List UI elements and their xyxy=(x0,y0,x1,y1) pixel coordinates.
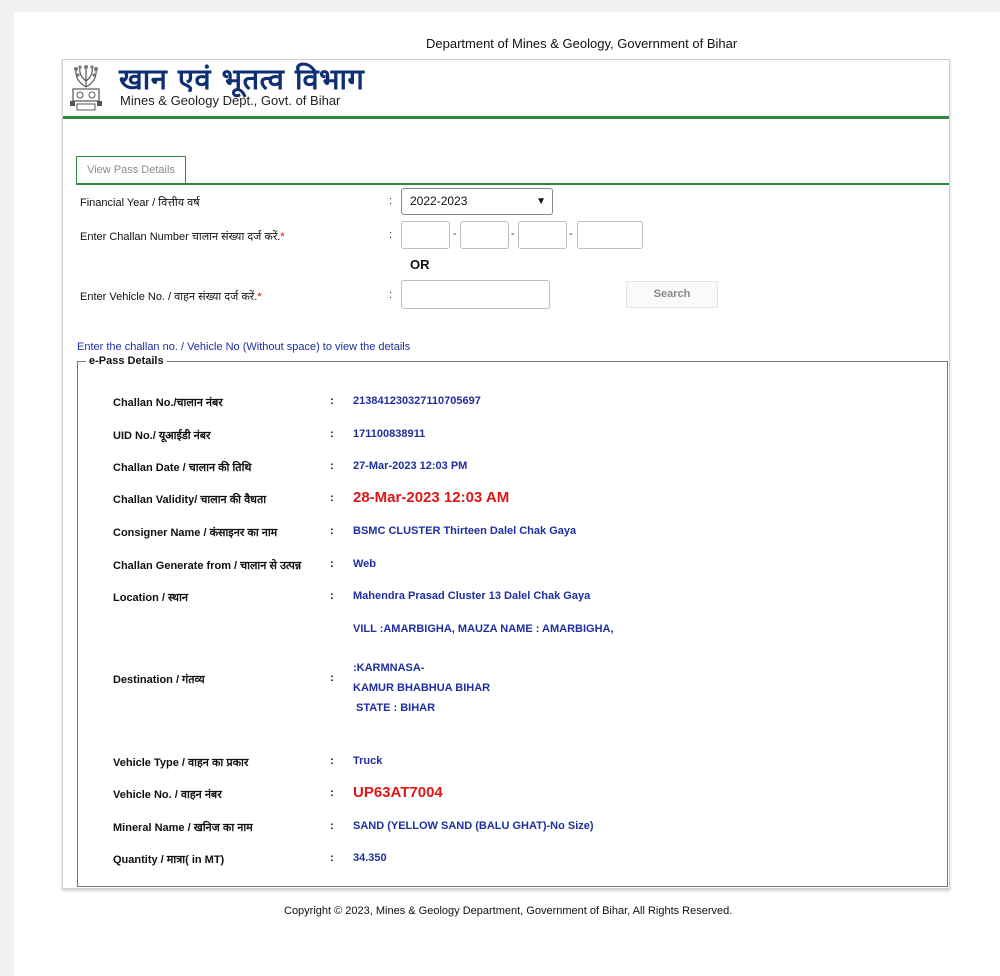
challan-dash-1: - xyxy=(453,228,457,240)
page xyxy=(14,12,1000,976)
challan-number-label-text: Enter Challan Number चालान संख्या दर्ज करें. xyxy=(80,231,281,243)
generate-from-label: Challan Generate from / चालान से उत्पन्न xyxy=(113,560,302,572)
consigner-label: Consigner Name / कंसाइनर का नाम xyxy=(113,527,278,539)
required-mark: * xyxy=(280,231,285,243)
quantity-value: 34.350 xyxy=(353,852,387,864)
mineral-value: SAND (YELLOW SAND (BALU GHAT)-No Size) xyxy=(353,820,594,832)
vehicle-no-label: Vehicle No. / वाहन नंबर xyxy=(113,789,222,801)
financial-year-colon: : xyxy=(389,195,393,207)
header-divider xyxy=(63,116,949,119)
main-card xyxy=(62,59,950,889)
site-header xyxy=(63,60,949,116)
bihar-emblem-icon xyxy=(69,63,103,113)
challan-dash-3: - xyxy=(569,228,573,240)
challan-input-4[interactable] xyxy=(577,221,643,249)
challan-date-colon: : xyxy=(330,460,334,472)
challan-date-label: Challan Date / चालान की तिथि xyxy=(113,462,252,474)
destination-line-3: KAMUR BHABHUA BIHAR xyxy=(353,682,491,694)
epass-details-legend: e-Pass Details xyxy=(89,355,164,367)
destination-line-4: STATE : BIHAR xyxy=(356,702,436,714)
challan-input-2[interactable] xyxy=(460,221,509,249)
vehicle-no-value: UP63AT7004 xyxy=(353,784,443,801)
destination-colon: : xyxy=(330,672,334,684)
quantity-label: Quantity / मात्रा( in MT) xyxy=(113,854,225,866)
dept-english-subtitle: Mines & Geology Dept., Govt. of Bihar xyxy=(120,93,341,108)
generate-from-colon: : xyxy=(330,558,334,570)
vehicle-number-colon: : xyxy=(389,289,393,301)
or-separator: OR xyxy=(410,257,430,272)
epass-details-panel xyxy=(77,355,948,887)
hint-text: Enter the challan no. / Vehicle No (Without space) to view the details xyxy=(77,341,411,353)
challan-number-colon: : xyxy=(389,229,393,241)
challan-no-label: Challan No./चालान नंबर xyxy=(113,397,223,409)
consigner-colon: : xyxy=(330,525,334,537)
location-value: Mahendra Prasad Cluster 13 Dalel Chak Gaya xyxy=(353,590,591,602)
dept-hindi-title: खान एवं भूतत्व विभाग xyxy=(119,62,365,96)
challan-input-1[interactable] xyxy=(401,221,450,249)
challan-number-label xyxy=(80,229,285,244)
validity-value: 28-Mar-2023 12:03 AM xyxy=(353,489,510,506)
destination-line-2: :KARMNASA- xyxy=(353,662,425,674)
vehicle-number-label xyxy=(80,289,262,304)
vehicle-type-colon: : xyxy=(330,755,334,767)
vehicle-type-label: Vehicle Type / वाहन का प्रकार xyxy=(113,757,249,769)
footer-copyright: Copyright © 2023, Mines & Geology Department, Government of Bihar, All Rights Reserved. xyxy=(284,905,733,917)
required-mark: * xyxy=(257,291,262,303)
validity-colon: : xyxy=(330,492,334,504)
location-colon: : xyxy=(330,590,334,602)
tab-underline xyxy=(76,183,949,185)
financial-year-label: Financial Year / वित्तीय वर्ष xyxy=(80,197,200,209)
location-label: Location / स्थान xyxy=(113,592,189,604)
chevron-down-icon: ▼ xyxy=(536,196,546,207)
financial-year-value: 2022-2023 xyxy=(410,194,468,208)
department-title: Department of Mines & Geology, Government of Bihar xyxy=(426,36,738,51)
vehicle-type-value: Truck xyxy=(353,755,383,767)
generate-from-value: Web xyxy=(353,558,377,570)
vehicle-no-colon: : xyxy=(330,787,334,799)
uid-value: 171100838911 xyxy=(353,428,426,440)
challan-dash-2: - xyxy=(511,228,515,240)
validity-label: Challan Validity/ चालान की वैधता xyxy=(113,494,267,506)
vehicle-number-input[interactable] xyxy=(401,280,550,309)
challan-no-colon: : xyxy=(330,395,334,407)
search-button[interactable]: Search xyxy=(626,281,718,308)
financial-year-select[interactable] xyxy=(401,188,553,215)
challan-no-value: 213841230327110705697 xyxy=(353,395,481,407)
vehicle-number-label-text: Enter Vehicle No. / वाहन संख्या दर्ज करें. xyxy=(80,291,258,303)
consigner-value: BSMC CLUSTER Thirteen Dalel Chak Gaya xyxy=(353,525,577,537)
quantity-colon: : xyxy=(330,852,334,864)
uid-colon: : xyxy=(330,428,334,440)
uid-label: UID No./ यूआईडी नंबर xyxy=(113,430,211,442)
mineral-label: Mineral Name / खनिज का नाम xyxy=(113,822,253,834)
tab-view-pass-details[interactable]: View Pass Details xyxy=(76,156,186,183)
challan-date-value: 27-Mar-2023 12:03 PM xyxy=(353,460,468,472)
destination-label: Destination / गंतव्य xyxy=(113,674,205,686)
mineral-colon: : xyxy=(330,820,334,832)
destination-line-1: VILL :AMARBIGHA, MAUZA NAME : AMARBIGHA, xyxy=(353,623,614,635)
challan-input-3[interactable] xyxy=(518,221,567,249)
